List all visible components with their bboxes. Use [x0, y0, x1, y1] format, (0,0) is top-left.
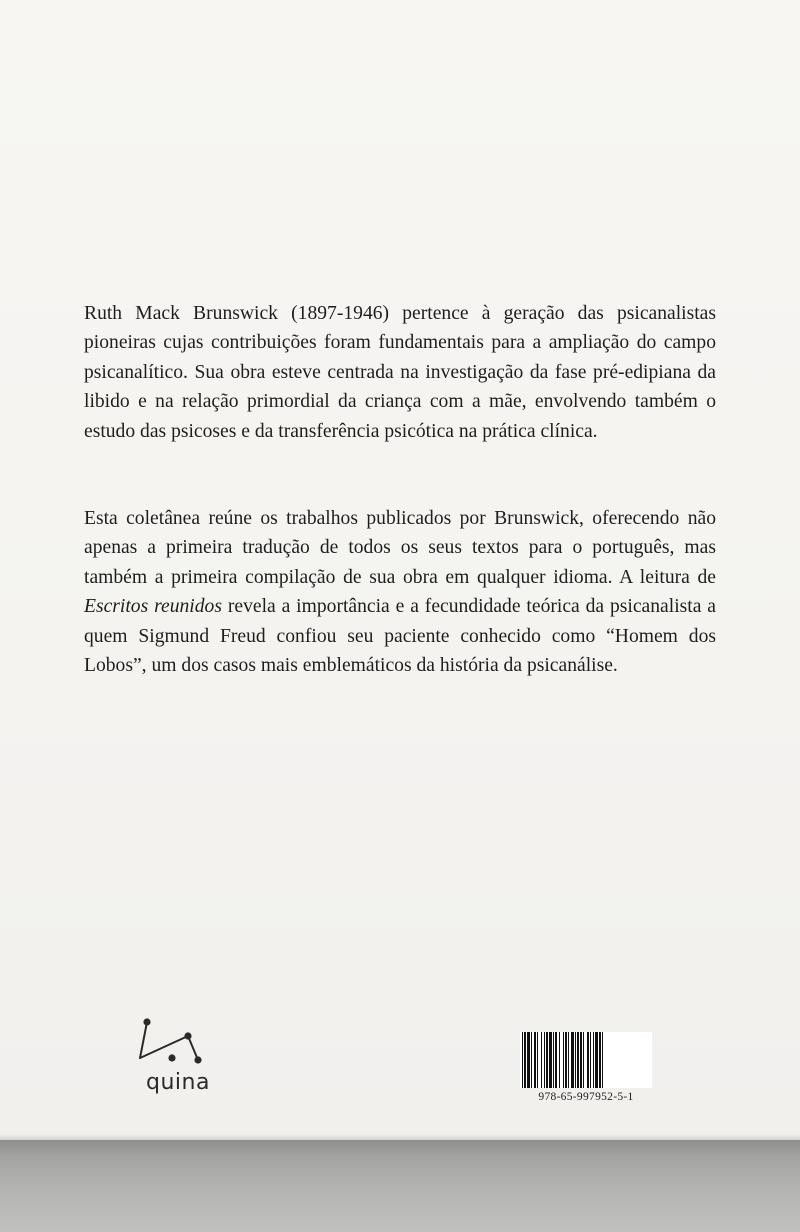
synopsis-paragraph-2 [84, 504, 716, 680]
barcode-bar [527, 1032, 530, 1088]
barcode-bar [537, 1032, 538, 1088]
barcode-bar [587, 1032, 589, 1088]
publisher-name: quina [146, 1070, 210, 1095]
barcode-bar [546, 1032, 548, 1088]
barcode-bar [595, 1032, 598, 1088]
barcode-bar [602, 1032, 603, 1088]
isbn-barcode [520, 1032, 652, 1088]
book-title-italic: Escritos reunidos [84, 596, 222, 618]
barcode-bar [553, 1032, 554, 1088]
barcode-bar [544, 1032, 545, 1088]
barcode-bar [565, 1032, 567, 1088]
barcode-bar [580, 1032, 582, 1088]
barcode-bar [577, 1032, 579, 1088]
barcode-bar [531, 1032, 532, 1088]
barcode-bar [568, 1032, 569, 1088]
barcode-bar [599, 1032, 601, 1088]
barcode-bar [563, 1032, 564, 1088]
barcode-bar [534, 1032, 536, 1088]
barcode-bar [559, 1032, 560, 1088]
synopsis-paragraph-2-text [84, 504, 716, 680]
synopsis-paragraph-2-lead: Esta coletânea reúne os trabalhos publicados por Brunswick, oferecendo não apenas a primeira tradução de todos os seus textos para o português, mas também a primeira compilação de sua obra em qualquer idioma. A leitura de [84, 508, 716, 588]
floor-surface [0, 1140, 800, 1232]
barcode-bar [571, 1032, 574, 1088]
synopsis-paragraph-1-text: Ruth Mack Brunswick (1897-1946) pertence à geração das psicanalistas pioneiras cujas contribuições foram fundamentais para a ampliação do campo psicanalítico. Sua obra esteve centrada na investigação da fase pré-edipiana da libido e na relação primordial da criança com a mãe, envolvendo também o estudo das psicoses e da transferência psicótica na prática clínica. [84, 303, 716, 442]
barcode-bar [575, 1032, 576, 1088]
isbn-number: 978-65-997952-5-1 [538, 1091, 634, 1103]
barcode-bar [522, 1032, 523, 1088]
barcode-bar [590, 1032, 591, 1088]
synopsis-paragraph-1 [84, 299, 716, 446]
barcode-bar [583, 1032, 584, 1088]
barcode-bar [541, 1032, 542, 1088]
synopsis-paragraph-2-tail: revela a importância e a fecundidade teórica da psicanalista a quem Sigmund Freud confiou seu paciente conhecido como “Homem dos Lobos”, um dos casos mais emblemáticos da história da psicanálise. [84, 596, 716, 677]
barcode-bar [555, 1032, 557, 1088]
barcode-bar [524, 1032, 526, 1088]
barcode-bar [549, 1032, 552, 1088]
barcode-bar [593, 1032, 594, 1088]
